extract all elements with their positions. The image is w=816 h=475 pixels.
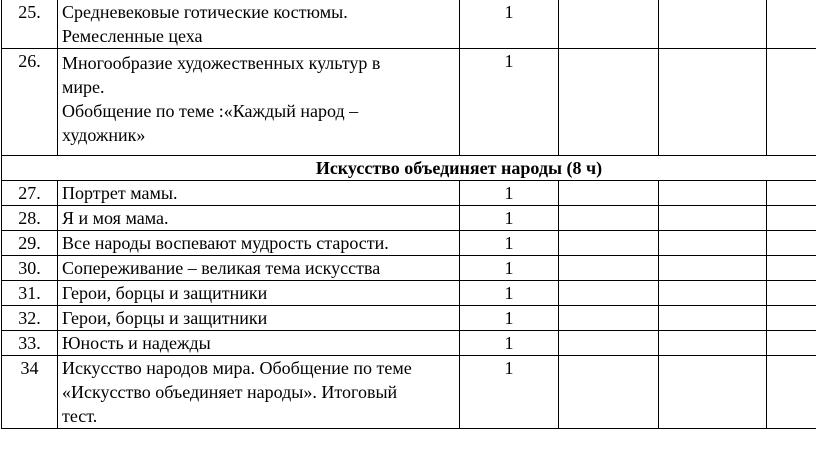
topic-line: художник» xyxy=(62,125,146,145)
empty-cell xyxy=(559,306,659,331)
topic-line: Искусство народов мира. Обобщение по теме xyxy=(62,358,412,378)
lesson-number: 26. xyxy=(2,49,58,156)
lesson-hours: 1 xyxy=(460,0,559,49)
lesson-hours: 1 xyxy=(460,306,559,331)
empty-cell xyxy=(659,306,767,331)
lesson-topic: Портрет мамы. xyxy=(58,181,460,206)
lesson-topic: Все народы воспевают мудрость старости. xyxy=(58,231,460,256)
table-row xyxy=(2,231,816,256)
lesson-topic: Юность и надежды xyxy=(58,331,460,356)
topic-line: Обобщение по теме :«Каждый народ – xyxy=(62,101,359,121)
empty-cell xyxy=(559,256,659,281)
empty-cell xyxy=(767,206,816,231)
empty-cell xyxy=(767,0,816,49)
table-row xyxy=(2,306,816,331)
table-row xyxy=(2,206,816,231)
lesson-number: 34 xyxy=(2,356,58,429)
lesson-number: 27. xyxy=(2,181,58,206)
topic-line: Ремесленные цеха xyxy=(62,26,203,46)
empty-cell xyxy=(559,181,659,206)
empty-cell xyxy=(767,306,816,331)
lesson-plan-table xyxy=(1,0,816,429)
table-row xyxy=(2,181,816,206)
lesson-hours: 1 xyxy=(460,181,559,206)
empty-cell xyxy=(767,231,816,256)
empty-cell xyxy=(659,181,767,206)
empty-cell xyxy=(767,49,816,156)
lesson-topic xyxy=(58,49,460,156)
lesson-hours: 1 xyxy=(460,281,559,306)
table-row xyxy=(2,256,816,281)
empty-cell xyxy=(659,331,767,356)
empty-cell xyxy=(767,331,816,356)
empty-cell xyxy=(559,0,659,49)
topic-line: мире. xyxy=(62,77,105,97)
empty-cell xyxy=(767,281,816,306)
section-row xyxy=(2,156,816,181)
lesson-number: 29. xyxy=(2,231,58,256)
empty-cell xyxy=(659,356,767,429)
lesson-number: 32. xyxy=(2,306,58,331)
empty-cell xyxy=(659,0,767,49)
lesson-number: 28. xyxy=(2,206,58,231)
table-row xyxy=(2,0,816,49)
lesson-number: 30. xyxy=(2,256,58,281)
lesson-hours: 1 xyxy=(460,206,559,231)
lesson-topic: Я и моя мама. xyxy=(58,206,460,231)
empty-cell xyxy=(767,181,816,206)
empty-cell xyxy=(767,256,816,281)
table-row xyxy=(2,281,816,306)
topic-line: Средневековые готические костюмы. xyxy=(62,2,348,22)
empty-cell xyxy=(559,281,659,306)
topic-line: тест. xyxy=(62,406,98,426)
empty-cell xyxy=(659,281,767,306)
lesson-topic: Сопереживание – великая тема искусства xyxy=(58,256,460,281)
lesson-hours: 1 xyxy=(460,231,559,256)
lesson-hours: 1 xyxy=(460,256,559,281)
topic-line: Многообразие художественных культур в xyxy=(62,53,381,73)
empty-cell xyxy=(659,206,767,231)
empty-cell xyxy=(559,231,659,256)
empty-cell xyxy=(659,231,767,256)
empty-cell xyxy=(559,331,659,356)
lesson-number: 33. xyxy=(2,331,58,356)
lesson-topic xyxy=(58,356,460,429)
lesson-hours: 1 xyxy=(460,49,559,156)
lesson-hours: 1 xyxy=(460,356,559,429)
lesson-number: 25. xyxy=(2,0,58,49)
empty-cell xyxy=(767,356,816,429)
lesson-topic xyxy=(58,0,460,49)
lesson-hours: 1 xyxy=(460,331,559,356)
empty-cell xyxy=(559,206,659,231)
empty-cell xyxy=(659,256,767,281)
lesson-topic: Герои, борцы и защитники xyxy=(58,306,460,331)
lesson-topic: Герои, борцы и защитники xyxy=(58,281,460,306)
table-row xyxy=(2,49,816,156)
empty-cell xyxy=(559,49,659,156)
section-title: Искусство объединяет народы (8 ч) xyxy=(2,156,816,181)
empty-cell xyxy=(559,356,659,429)
empty-cell xyxy=(659,49,767,156)
topic-line: «Искусство объединяет народы». Итоговый xyxy=(62,382,398,402)
table-row xyxy=(2,331,816,356)
table-row xyxy=(2,356,816,429)
lesson-number: 31. xyxy=(2,281,58,306)
